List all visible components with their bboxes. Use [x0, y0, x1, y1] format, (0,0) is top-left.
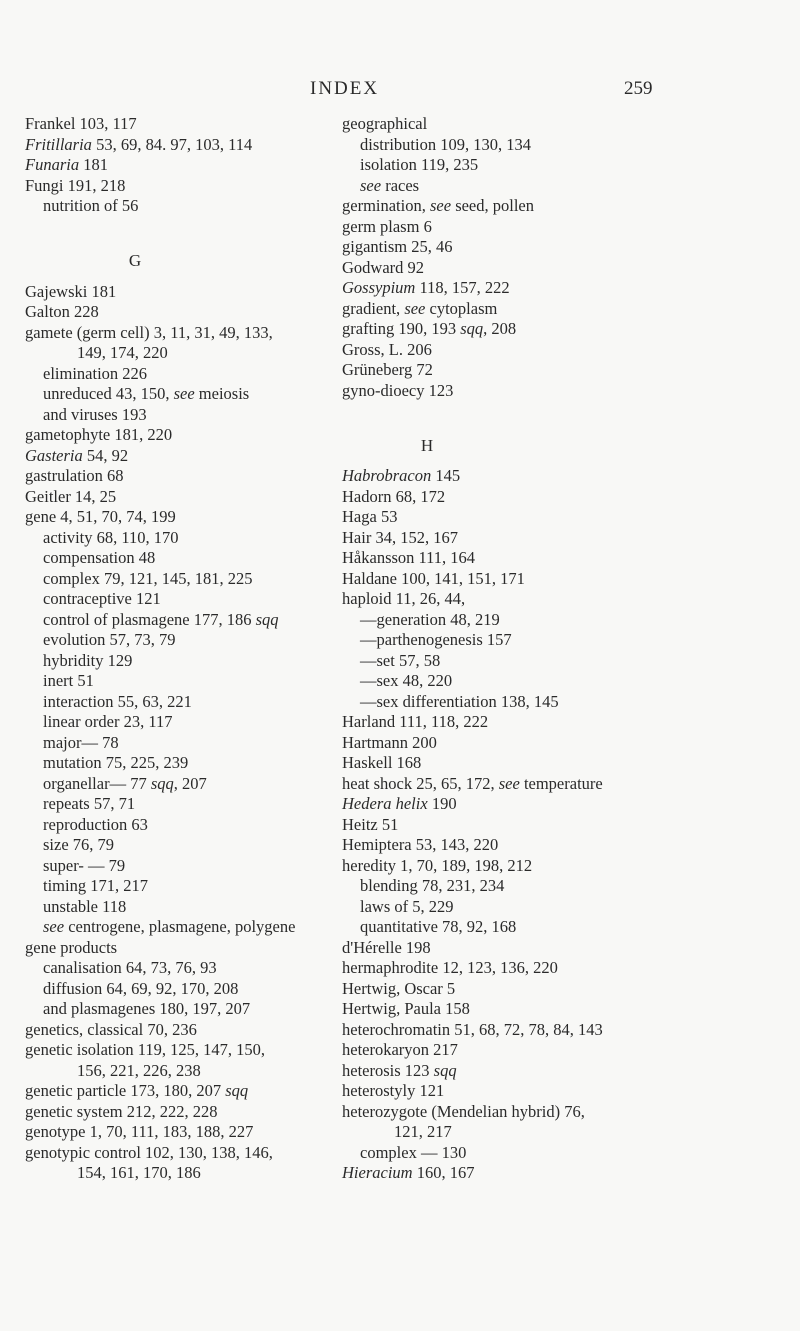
entry-text: germination,: [342, 196, 430, 215]
entry-text: control of plasmagene 177, 186: [43, 609, 256, 629]
entry-text: 121, 217: [394, 1122, 452, 1141]
index-entry: [342, 1102, 762, 1123]
index-entry-continuation: [25, 1163, 345, 1184]
index-subentry: [25, 897, 345, 918]
page-header: [0, 78, 800, 102]
index-subentry: [25, 794, 345, 815]
index-subentry: [342, 1143, 762, 1164]
entry-text: organellar— 77: [43, 773, 151, 793]
entry-text: interaction 55, 63, 221: [43, 691, 192, 711]
entry-text: heterochromatin 51, 68, 72, 78, 84, 143: [342, 1019, 603, 1039]
section-letter: G: [128, 251, 142, 270]
entry-text: linear order 23, 117: [43, 712, 173, 731]
index-entry: [25, 1122, 345, 1143]
entry-text: hybridity 129: [43, 650, 133, 670]
index-subentry: [342, 630, 762, 651]
index-subentry: [342, 897, 762, 918]
index-entry: [25, 323, 345, 344]
index-subentry: [25, 958, 345, 979]
entry-text: Hair 34, 152, 167: [342, 527, 458, 547]
index-entry: [342, 589, 762, 610]
index-subentry: [25, 196, 345, 217]
entry-text: 156, 221, 226, 238: [77, 1060, 201, 1080]
index-subentry: [25, 712, 345, 733]
entry-text: mutation 75, 225, 239: [43, 753, 189, 772]
entry-text-after: races: [381, 175, 420, 195]
entry-text: activity 68, 110, 170: [43, 527, 179, 547]
index-entry: [25, 1102, 345, 1123]
index-subentry: [25, 979, 345, 1000]
index-entry: [342, 258, 762, 279]
index-entry: [342, 237, 762, 258]
entry-italic-term: Habrobracon: [342, 466, 432, 485]
entry-text: super- — 79: [43, 855, 126, 875]
index-entry: [342, 487, 762, 508]
entry-text: gametophyte 181, 220: [25, 425, 173, 444]
index-entry: [25, 1143, 345, 1164]
index-subentry: [25, 917, 345, 938]
entry-text: Harland 111, 118, 222: [342, 712, 489, 731]
index-entry: [342, 1081, 762, 1102]
entry-text: complex — 130: [360, 1142, 467, 1162]
entry-text: Haskell 168: [342, 753, 422, 772]
entry-italic: see: [429, 196, 452, 215]
entry-text: gamete (germ cell) 3, 11, 31, 49, 133,: [25, 322, 273, 342]
entry-text: complex 79, 121, 145, 181, 225: [43, 568, 253, 588]
index-entry: [342, 712, 762, 733]
index-subentry: [25, 753, 345, 774]
index-subentry: [25, 589, 345, 610]
entry-italic: see: [43, 917, 65, 936]
index-column-left: [25, 114, 345, 1184]
index-entry: [25, 176, 345, 197]
index-entry: [25, 507, 345, 528]
entry-text: 118, 157, 222: [415, 278, 510, 297]
index-subentry: [25, 876, 345, 897]
entry-text: Geitler 14, 25: [25, 486, 117, 506]
index-subentry: [25, 569, 345, 590]
entry-text: 54, 92: [82, 445, 129, 465]
entry-text: haploid 11, 26, 44,: [342, 589, 466, 608]
entry-text: gigantism 25, 46: [342, 237, 453, 256]
entry-text: heterostyly 121: [342, 1081, 445, 1100]
entry-italic: sqq: [225, 1081, 249, 1100]
entry-text: 160, 167: [412, 1163, 475, 1182]
entry-text: Hadorn 68, 172: [342, 486, 446, 506]
entry-text: genetic isolation 119, 125, 147, 150,: [25, 1040, 265, 1059]
entry-italic: sqq: [433, 1060, 457, 1080]
entry-italic-term: Gasteria: [25, 445, 83, 465]
index-subentry: [342, 876, 762, 897]
entry-text-after: temperature: [519, 773, 603, 793]
index-entry: [342, 507, 762, 528]
entry-text: reproduction 63: [43, 814, 148, 834]
entry-text: inert 51: [43, 671, 94, 690]
entry-text-after: cytoplasm: [425, 298, 498, 318]
entry-text: 145: [431, 466, 461, 485]
index-entry: [342, 753, 762, 774]
index-entry: [342, 381, 762, 402]
entry-text: Håkansson 111, 164: [342, 548, 476, 567]
entry-text: Grüneberg 72: [342, 360, 433, 379]
entry-text: 149, 174, 220: [77, 343, 168, 362]
entry-italic-term: Gossypium: [342, 278, 416, 297]
index-entry: [342, 979, 762, 1000]
entry-text: —sex differentiation 138, 145: [360, 691, 559, 711]
entry-text: genetic particle 173, 180, 207: [25, 1081, 226, 1100]
entry-text: geographical: [342, 114, 428, 133]
index-column-right: [342, 114, 762, 1184]
entry-text: heat shock 25, 65, 172,: [342, 773, 499, 793]
index-subentry: [25, 364, 345, 385]
index-entry: [25, 1040, 345, 1061]
entry-text: germ plasm 6: [342, 216, 432, 236]
entry-text: Gajewski 181: [25, 281, 117, 301]
entry-text: Fungi 191, 218: [25, 175, 126, 195]
index-subentry: [342, 610, 762, 631]
index-subentry: [342, 176, 762, 197]
index-subentry: [342, 651, 762, 672]
entry-text: Haldane 100, 141, 151, 171: [342, 568, 525, 588]
index-entry: [342, 815, 762, 836]
entry-text: Godward 92: [342, 257, 425, 277]
index-entry: [342, 360, 762, 381]
index-entry: [342, 733, 762, 754]
index-subentry: [25, 671, 345, 692]
entry-text: and plasmagenes 180, 197, 207: [43, 999, 251, 1018]
entry-text: repeats 57, 71: [43, 794, 136, 813]
entry-text-after: seed, pollen: [451, 196, 534, 215]
index-entry: [342, 999, 762, 1020]
index-subentry: [25, 610, 345, 631]
entry-text: genetic system 212, 222, 228: [25, 1101, 218, 1121]
index-entry: [342, 794, 762, 815]
index-subentry: [25, 651, 345, 672]
index-entry: [342, 1040, 762, 1061]
section-letter: H: [420, 435, 434, 455]
entry-text: heterokaryon 217: [342, 1040, 458, 1059]
entry-italic: sqq: [150, 773, 174, 793]
entry-text: grafting 190, 193: [342, 319, 461, 338]
index-subentry: [25, 528, 345, 549]
index-entry: [342, 1061, 762, 1082]
index-subentry: [25, 405, 345, 426]
index-entry: [342, 1020, 762, 1041]
index-entry: [342, 196, 762, 217]
entry-text: quantitative 78, 92, 168: [360, 917, 517, 936]
index-subentry: [25, 835, 345, 856]
entry-text: Hartmann 200: [342, 732, 437, 752]
entry-text: unreduced 43, 150,: [43, 384, 174, 403]
entry-text-after: , 207: [173, 773, 207, 793]
index-entry: [25, 282, 345, 303]
index-entry: [25, 155, 345, 176]
entry-text: canalisation 64, 73, 76, 93: [43, 958, 217, 977]
index-subentry: [25, 384, 345, 405]
page-number: 259: [624, 78, 653, 99]
entry-text: 181: [79, 155, 108, 174]
entry-text: —set 57, 58: [360, 650, 441, 670]
entry-text: genotype 1, 70, 111, 183, 188, 227: [25, 1122, 254, 1141]
index-entry-continuation: [342, 1122, 762, 1143]
entry-text: hermaphrodite 12, 123, 136, 220: [342, 958, 558, 977]
entry-text: 154, 161, 170, 186: [77, 1163, 201, 1182]
entry-text: heterosis 123: [342, 1060, 434, 1080]
entry-italic: sqq: [255, 609, 279, 629]
entry-text: Hertwig, Paula 158: [342, 999, 470, 1018]
entry-text: diffusion 64, 69, 92, 170, 208: [43, 978, 239, 998]
entry-text: Frankel 103, 117: [25, 114, 137, 133]
entry-text: Gross, L. 206: [342, 339, 432, 359]
entry-text: Haga 53: [342, 507, 398, 526]
entry-text: major— 78: [43, 732, 119, 752]
index-entry: [25, 135, 345, 156]
entry-text: gastrulation 68: [25, 466, 124, 485]
index-entry: [25, 302, 345, 323]
index-subentry: [342, 135, 762, 156]
index-entry: [342, 278, 762, 299]
entry-text: Galton 228: [25, 302, 99, 321]
entry-italic: see: [360, 175, 382, 195]
entry-text: gene products: [25, 937, 118, 957]
entry-text: contraceptive 121: [43, 589, 161, 608]
index-entry: [342, 528, 762, 549]
entry-italic: sqq: [460, 319, 484, 338]
entry-text: timing 171, 217: [43, 876, 148, 895]
index-entry-continuation: [25, 1061, 345, 1082]
index-entry: [342, 958, 762, 979]
entry-text: Heitz 51: [342, 814, 399, 834]
entry-text: unstable 118: [43, 896, 127, 916]
entry-text: heterozygote (Mendelian hybrid) 76,: [342, 1101, 585, 1121]
index-subentry: [342, 692, 762, 713]
index-entry: [25, 446, 345, 467]
index-entry: [342, 569, 762, 590]
entry-text: evolution 57, 73, 79: [43, 630, 176, 649]
entry-text-after: meiosis: [194, 384, 250, 403]
index-entry: [25, 114, 345, 135]
entry-text-after: , 208: [483, 319, 517, 338]
index-subentry: [25, 692, 345, 713]
entry-text: genotypic control 102, 130, 138, 146,: [25, 1142, 273, 1162]
entry-italic-term: Fritillaria: [25, 134, 92, 154]
index-entry: [342, 466, 762, 487]
index-entry: [342, 217, 762, 238]
entry-text: elimination 226: [43, 363, 148, 383]
entry-text: distribution 109, 130, 134: [360, 134, 531, 154]
index-subentry: [25, 630, 345, 651]
entry-text: blending 78, 231, 234: [360, 876, 505, 895]
page-title: INDEX: [310, 78, 380, 99]
index-entry: [342, 835, 762, 856]
index-subentry: [25, 774, 345, 795]
index-entry: [342, 548, 762, 569]
entry-text: gene 4, 51, 70, 74, 199: [25, 507, 176, 526]
entry-text: gyno-dioecy 123: [342, 380, 454, 400]
entry-text: size 76, 79: [43, 835, 115, 854]
index-entry: [342, 1163, 762, 1184]
entry-italic: see: [498, 773, 520, 793]
entry-italic: see: [173, 384, 195, 403]
index-subentry: [25, 856, 345, 877]
entry-text: isolation 119, 235: [360, 155, 479, 174]
entry-text: and viruses 193: [43, 404, 147, 424]
entry-italic-term: Hedera helix: [342, 794, 428, 813]
index-subentry: [342, 671, 762, 692]
index-entry: [342, 319, 762, 340]
index-entry: [342, 938, 762, 959]
index-entry: [342, 856, 762, 877]
index-entry: [25, 1020, 345, 1041]
index-entry: [342, 114, 762, 135]
entry-text-after: centrogene, plasmagene, polygene: [64, 917, 296, 936]
entry-italic-term: Hieracium: [342, 1163, 413, 1182]
entry-text: genetics, classical 70, 236: [25, 1019, 197, 1039]
index-entry: [342, 299, 762, 320]
index-subentry: [25, 733, 345, 754]
index-entry: [342, 774, 762, 795]
entry-text: —generation 48, 219: [360, 609, 500, 629]
index-entry: [25, 425, 345, 446]
entry-italic-term: Funaria: [25, 155, 80, 174]
entry-text: —sex 48, 220: [360, 671, 453, 690]
index-subentry: [342, 155, 762, 176]
entry-text: nutrition of 56: [43, 196, 139, 215]
entry-italic: see: [404, 298, 426, 318]
index-subentry: [25, 548, 345, 569]
index-subentry: [25, 815, 345, 836]
index-entry: [25, 1081, 345, 1102]
index-subentry: [25, 999, 345, 1020]
entry-text: Hemiptera 53, 143, 220: [342, 835, 499, 854]
index-entry: [25, 466, 345, 487]
entry-text: 53, 69, 84. 97, 103, 114: [91, 134, 253, 154]
entry-text: compensation 48: [43, 548, 156, 567]
entry-text: heredity 1, 70, 189, 198, 212: [342, 855, 533, 875]
entry-text: 190: [427, 794, 457, 813]
entry-text: d'Hérelle 198: [342, 937, 431, 957]
entry-text: laws of 5, 229: [360, 896, 454, 916]
entry-text: gradient,: [342, 298, 405, 318]
index-subentry: [342, 917, 762, 938]
entry-text: —parthenogenesis 157: [360, 630, 512, 649]
index-entry-continuation: [25, 343, 345, 364]
index-entry: [25, 487, 345, 508]
index-entry: [25, 938, 345, 959]
index-entry: [342, 340, 762, 361]
entry-text: Hertwig, Oscar 5: [342, 978, 456, 998]
